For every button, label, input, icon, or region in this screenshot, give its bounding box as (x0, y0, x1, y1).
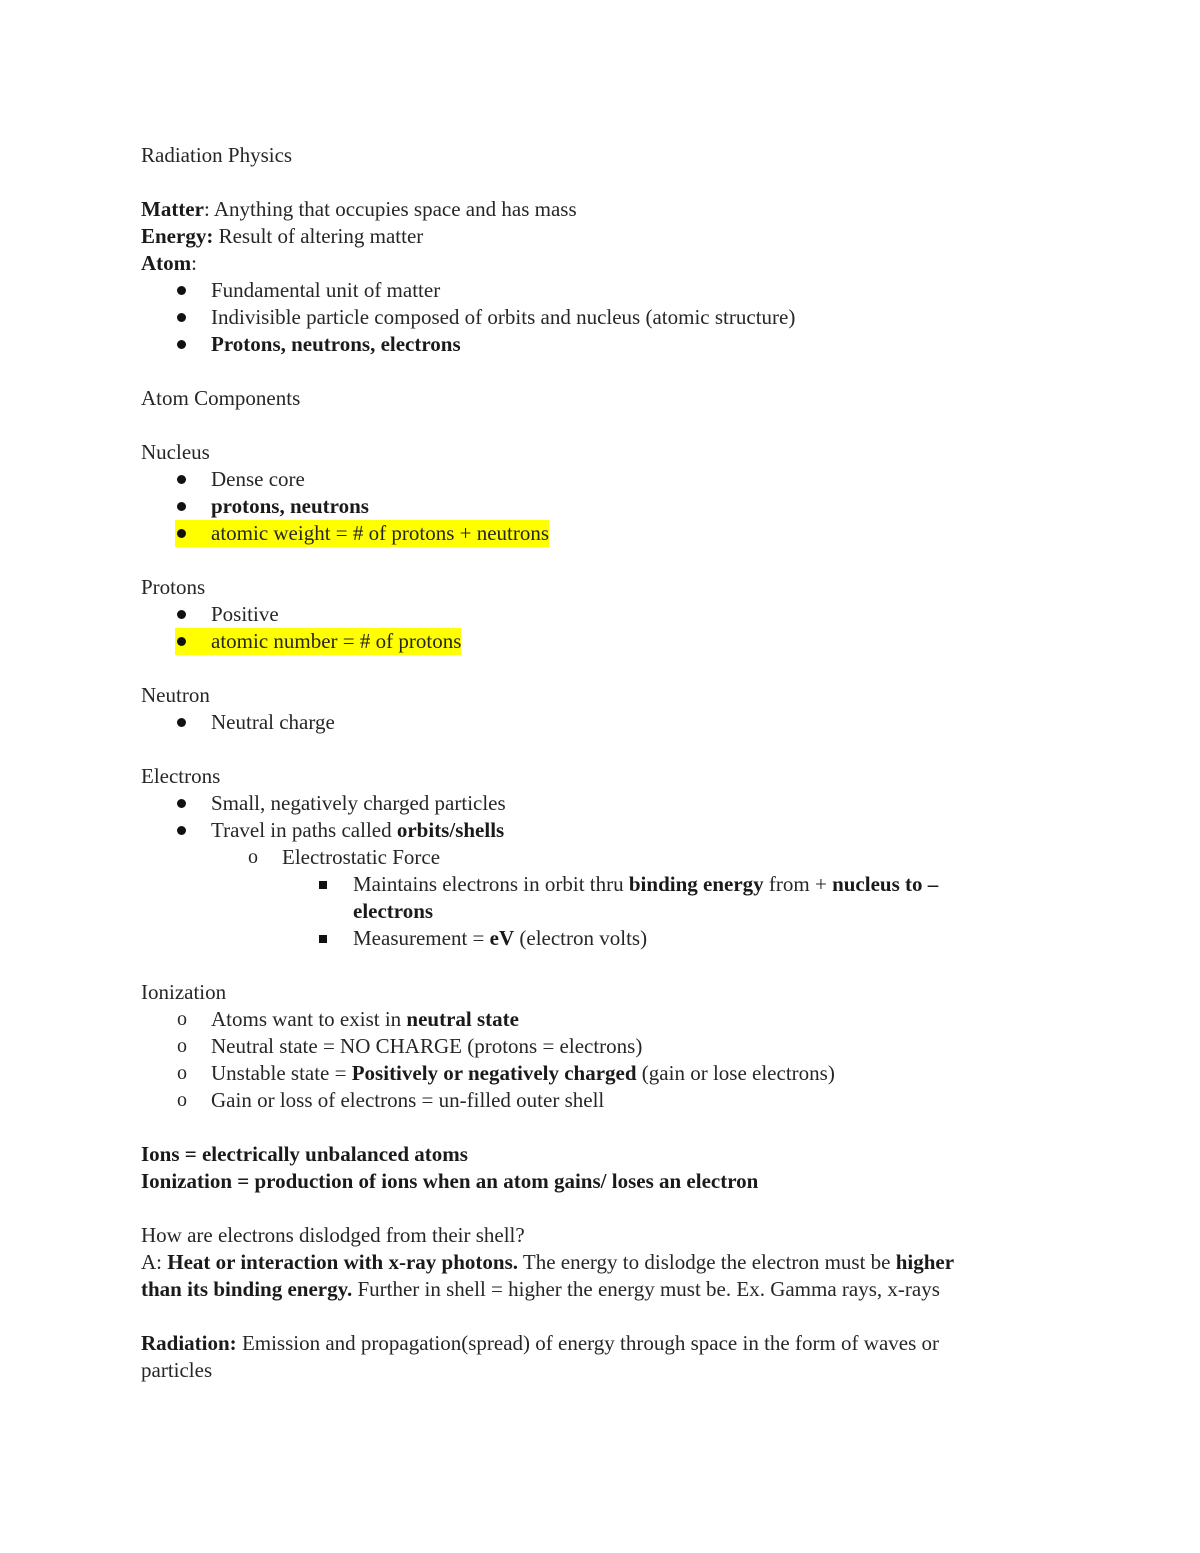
list-item: o Neutral state = NO CHARGE (protons = electrons) (177, 1034, 643, 1058)
highlighted-list-item: atomic weight = # of protons + neutrons (141, 520, 1071, 547)
neutron-heading: Neutron (141, 683, 210, 707)
matter-term: Matter (141, 197, 204, 221)
square-bullet-icon (319, 881, 327, 889)
bullet-icon (177, 313, 186, 322)
document-page (141, 142, 1071, 1384)
list-item: o Gain or loss of electrons = un-filled outer shell (177, 1088, 605, 1112)
electrons-heading: Electrons (141, 764, 221, 788)
energy-term: Energy: (141, 224, 214, 248)
square-bullet-icon (319, 935, 327, 943)
list-item: Fundamental unit of matter (141, 277, 1071, 304)
list-item: Small, negatively charged particles (141, 790, 1071, 817)
list-item: Travel in paths called orbits/shells (141, 817, 1071, 844)
sub-sub-list-item: Measurement = eV (electron volts) (141, 925, 1071, 952)
ionization-list (141, 1006, 1071, 1114)
answer-line-1: A: Heat or interaction with x-ray photons. The energy to dislodge the electron must be higher (141, 1250, 955, 1274)
circle-bullet-icon: o (177, 1008, 187, 1030)
matter-definition (141, 196, 1071, 223)
highlighted-list-item: atomic number = # of protons (141, 628, 1071, 655)
circle-bullet-icon: o (177, 1035, 187, 1057)
circle-bullet-icon: o (248, 846, 258, 868)
ions-definition: Ions = electrically unbalanced atoms (141, 1142, 468, 1166)
section-heading: Atom Components (141, 386, 301, 410)
radiation-definition: Radiation: Emission and propagation(spread) of energy through space in the form of waves or (141, 1331, 940, 1355)
bullet-icon (177, 826, 186, 835)
nucleus-heading: Nucleus (141, 440, 210, 464)
bullet-icon (177, 799, 186, 808)
energy-definition (141, 223, 1071, 250)
list-item: Dense core (141, 466, 1071, 493)
ionization-definition: Ionization = production of ions when an atom gains/ loses an electron (141, 1169, 759, 1193)
question-text: How are electrons dislodged from their shell? (141, 1223, 525, 1247)
atom-term: Atom (141, 251, 192, 275)
answer-line-2: than its binding energy. Further in shell = higher the energy must be. Ex. Gamma rays, x-rays (141, 1277, 940, 1301)
matter-def: : Anything that occupies space and has mass (203, 197, 577, 221)
ionization-heading: Ionization (141, 980, 227, 1004)
list-item: Indivisible particle composed of orbits and nucleus (atomic structure) (141, 304, 1071, 331)
bullet-icon (177, 502, 186, 511)
bullet-icon (177, 529, 186, 538)
energy-def: Result of altering matter (213, 224, 424, 248)
list-item: o Atoms want to exist in neutral state (177, 1007, 519, 1031)
sub-list-item: o Electrostatic Force (248, 845, 441, 869)
radiation-definition-cont: particles (141, 1358, 213, 1382)
electrons-list (141, 790, 1071, 952)
circle-bullet-icon: o (177, 1062, 187, 1084)
list-item: o Unstable state = Positively or negatively charged (gain or lose electrons) (177, 1061, 835, 1085)
list-item: Positive (141, 601, 1071, 628)
sub-sub-list-item: Maintains electrons in orbit thru binding energy from + nucleus to – electrons (141, 871, 1071, 925)
list-item: Neutral charge (141, 709, 1071, 736)
bullet-icon (177, 475, 186, 484)
atom-definition: Atom: (141, 251, 197, 275)
bullet-icon (177, 340, 186, 349)
bullet-icon (177, 637, 186, 646)
doc-title: Radiation Physics (141, 143, 293, 167)
atom-list (141, 277, 1071, 358)
protons-heading: Protons (141, 575, 206, 599)
list-item: protons, neutrons (141, 493, 1071, 520)
nucleus-list (141, 466, 1071, 547)
bullet-icon (177, 610, 186, 619)
protons-list (141, 601, 1071, 655)
bullet-icon (177, 286, 186, 295)
bullet-icon (177, 718, 186, 727)
circle-bullet-icon: o (177, 1089, 187, 1111)
list-item: Protons, neutrons, electrons (141, 331, 1071, 358)
neutron-list (141, 709, 1071, 736)
